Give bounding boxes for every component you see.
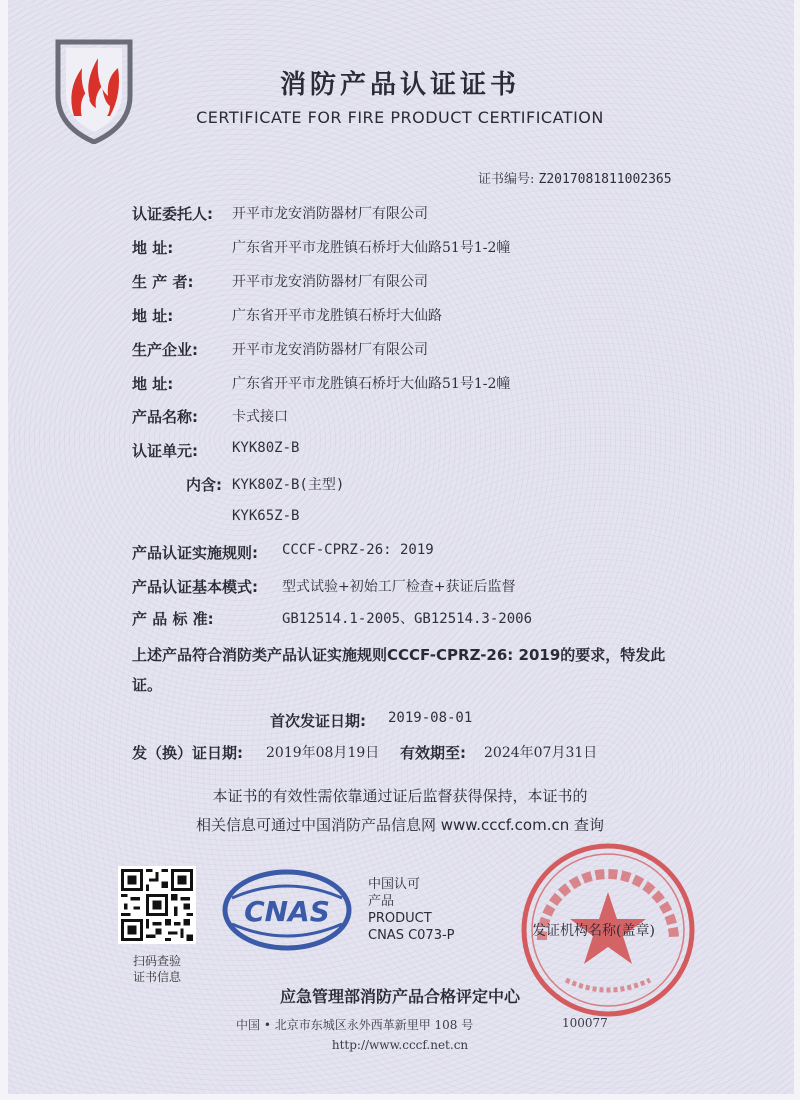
field-label: 产品名称: [132, 408, 198, 426]
field-value: 广东省开平市龙胜镇石桥圩大仙路51号1-2幢 [232, 240, 511, 256]
field-label: 内含: [186, 476, 222, 494]
scan-edge-right [794, 0, 800, 1100]
field-value: 广东省开平市龙胜镇石桥圩大仙路 [232, 308, 442, 324]
scan-edge-bottom [0, 1094, 800, 1100]
certificate-number-value: Z2017081811002365 [538, 172, 672, 187]
title-english: CERTIFICATE FOR FIRE PRODUCT CERTIFICATION [196, 108, 604, 127]
cnas-line: 中国认可 [368, 877, 421, 892]
qr-code-icon[interactable] [118, 866, 196, 944]
field-value: 卡式接口 [232, 409, 288, 425]
field-label: 认证委托人: [132, 205, 213, 223]
field-label: 地 址: [132, 375, 174, 393]
field-value: 开平市龙安消防器材厂有限公司 [232, 342, 428, 358]
field-value: 2019-08-01 [388, 710, 473, 726]
cnas-info [368, 876, 455, 944]
field-value: GB12514.1-2005、GB12514.3-2006 [282, 611, 533, 627]
field-value: 2019年08月19日 [266, 745, 380, 761]
cnas-line: CNAS C073-P [368, 928, 455, 943]
field-label: 首次发证日期: [270, 712, 366, 730]
scan-edge-left [0, 0, 8, 1100]
cnas-line: PRODUCT [368, 911, 432, 926]
notice-line-1: 本证书的有效性需依靠通过证后监督获得保持，本证书的 [212, 787, 588, 805]
qr-caption-line-2: 证书信息 [132, 970, 181, 984]
field-label: 生 产 者: [132, 273, 194, 291]
field-value: CCCF-CPRZ-26: 2019 [282, 542, 434, 558]
field-label: 产品认证实施规则: [132, 544, 258, 562]
notice-line-2: 相关信息可通过中国消防产品信息网 www.cccf.com.cn 查询 [196, 816, 604, 834]
conformity-statement: 上述产品符合消防类产品认证实施规则CCCF-CPRZ-26: 2019的要求，特发此证。 [132, 646, 666, 694]
field-label: 产品认证基本模式: [132, 578, 258, 596]
certificate-number [478, 168, 672, 187]
organization-address [236, 1016, 608, 1033]
contains-item: KYK80Z-B(主型) [232, 477, 345, 493]
field-label: 地 址: [132, 239, 174, 257]
field-label: 有效期至: [400, 744, 466, 762]
field-value: 2024年07月31日 [484, 745, 598, 761]
field-value: KYK80Z-B [232, 440, 300, 456]
field-value: 型式试验+初始工厂检查+获证后监督 [282, 579, 516, 595]
field-label: 生产企业: [132, 341, 198, 359]
field-label: 认证单元: [132, 442, 198, 460]
organization-website[interactable]: http://www.cccf.net.cn [331, 1038, 469, 1052]
issuing-organization: 应急管理部消防产品合格评定中心 [279, 987, 520, 1006]
contains-item: KYK65Z-B [232, 508, 300, 524]
address-text: 中国 • 北京市东城区永外西革新里甲 108 号 [236, 1018, 474, 1032]
field-value: 开平市龙安消防器材厂有限公司 [232, 206, 428, 222]
issuer-seal-caption: 发证机构名称(盖章) [532, 923, 655, 939]
title-chinese: 消防产品认证证书 [279, 70, 520, 100]
qr-caption-line-1: 扫码查验 [132, 954, 181, 968]
cnas-line: 产品 [368, 894, 395, 909]
field-label: 发（换）证日期: [132, 744, 243, 762]
certificate-number-label: 证书编号: [478, 172, 535, 187]
cnas-logo-text: CNAS [244, 895, 330, 928]
field-value: 广东省开平市龙胜镇石桥圩大仙路51号1-2幢 [232, 376, 511, 392]
field-label: 地 址: [132, 307, 174, 325]
field-label: 产 品 标 准: [132, 610, 214, 628]
cnas-logo-icon [222, 868, 352, 952]
field-value: 开平市龙安消防器材厂有限公司 [232, 274, 428, 290]
postal-code: 100077 [562, 1016, 608, 1030]
